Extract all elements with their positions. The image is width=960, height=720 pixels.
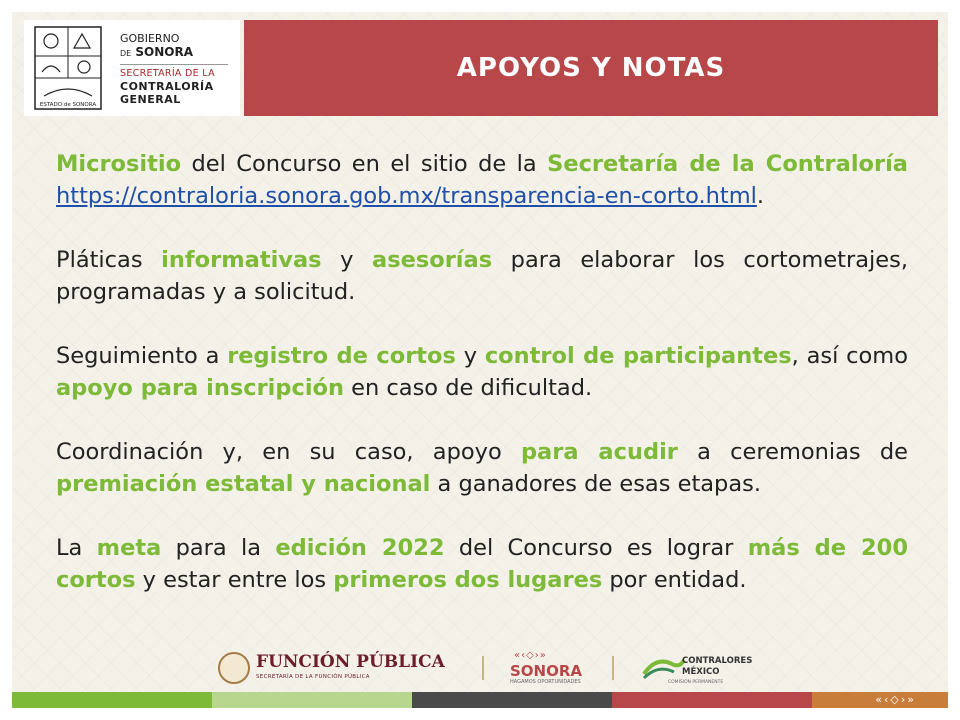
text-p2-e: para elaborar los cortometrajes, programadas y a solicitud. [56, 247, 908, 305]
hl-apoyo: apoyo para inscripción [56, 375, 345, 401]
band-segment-green [12, 692, 212, 708]
text-p4-e: a ganadores de esas etapas. [430, 471, 761, 497]
hl-acudir: para acudir [520, 439, 678, 465]
paragraph-coordinacion [56, 436, 908, 500]
contralores-line1: CONTRALORES [682, 656, 753, 666]
text-p3-g: en caso de dificultad. [344, 375, 593, 401]
page-title: APOYOS Y NOTAS [456, 53, 726, 83]
hl-meta: meta [96, 535, 162, 561]
sonora-pattern-icon: «‹◇›» [514, 650, 547, 661]
funcion-publica-subtitle: SECRETARÍA DE LA FUNCIÓN PÚBLICA [256, 674, 370, 680]
text-p1-e: . [756, 183, 765, 209]
hl-premiacion: premiación estatal y nacional [56, 471, 431, 497]
gov-line-contraloria: CONTRALORÍA [120, 80, 214, 93]
gov-divider [120, 64, 228, 65]
band-segment-gray [412, 692, 612, 708]
sonora-logo-text: SONORA [510, 662, 583, 680]
gov-line-sonora [120, 45, 236, 61]
contralores-line2: MÉXICO [682, 667, 720, 677]
contralores-mexico-icon [642, 654, 686, 680]
band-pattern-icon: «‹◇›» [875, 693, 916, 706]
footer-logos [0, 644, 960, 690]
text-p2-a: Pláticas [56, 247, 162, 273]
gov-line-de: DE [120, 49, 132, 58]
text-p3-c: y [455, 343, 485, 369]
hl-registro: registro de cortos [227, 343, 456, 369]
paragraph-seguimiento [56, 340, 908, 404]
hl-lugares: primeros dos lugares [333, 567, 603, 593]
footer-divider [482, 656, 484, 680]
gov-line-secretaria: SECRETARÍA DE LA [120, 68, 215, 79]
hl-secretaria: Secretaría de la Contraloría [547, 151, 908, 177]
text-p3-e: , así como [791, 343, 908, 369]
hl-informativas: informativas [161, 247, 322, 273]
gov-line-gobierno: GOBIERNO [120, 32, 180, 45]
gov-line-sonora-main: SONORA [135, 45, 194, 59]
text-p2-c: y [321, 247, 373, 273]
contralores-subtitle: COMISIÓN PERMANENTE [668, 680, 724, 685]
funcion-publica-seal-icon [218, 652, 250, 684]
hl-cortos: más de 200 cortos [56, 535, 908, 593]
text-p4-c: a ceremonias de [677, 439, 908, 465]
body-content [56, 148, 908, 628]
text-p1-b: del Concurso en el sitio de la [181, 151, 548, 177]
band-segment-red [612, 692, 812, 708]
sonora-logo-subtitle: HAGAMOS OPORTUNIDADES [510, 679, 581, 685]
text-p3-a: Seguimiento a [56, 343, 228, 369]
text-p5-e: del Concurso es lograr [444, 535, 748, 561]
shield-caption: ESTADO de SONORA [39, 102, 97, 108]
text-p5-c: para la [161, 535, 276, 561]
hl-control: control de participantes [484, 343, 792, 369]
footer-divider [612, 656, 614, 680]
paragraph-platicas [56, 244, 908, 308]
micrositio-link[interactable]: https://contraloria.sonora.gob.mx/transparencia-en-corto.html [56, 183, 757, 209]
paragraph-micrositio [56, 148, 908, 212]
funcion-publica-title: FUNCIÓN PÚBLICA [256, 652, 445, 672]
hl-asesorias: asesorías [372, 247, 493, 273]
gov-text-block [120, 32, 236, 106]
title-bar [244, 20, 938, 116]
text-p4-a: Coordinación y, en su caso, apoyo [56, 439, 521, 465]
text-p5-a: La [56, 535, 97, 561]
hl-micrositio: Micrositio [56, 151, 182, 177]
sonora-shield-icon [34, 26, 102, 110]
bottom-color-band [12, 692, 948, 708]
band-segment-lightgreen [212, 692, 412, 708]
paragraph-meta [56, 532, 908, 596]
gov-line-general: GENERAL [120, 93, 181, 106]
text-p5-g: y estar entre los [135, 567, 334, 593]
text-p5-i: por entidad. [602, 567, 747, 593]
gobierno-sonora-logo [24, 20, 240, 116]
hl-edicion: edición 2022 [275, 535, 445, 561]
